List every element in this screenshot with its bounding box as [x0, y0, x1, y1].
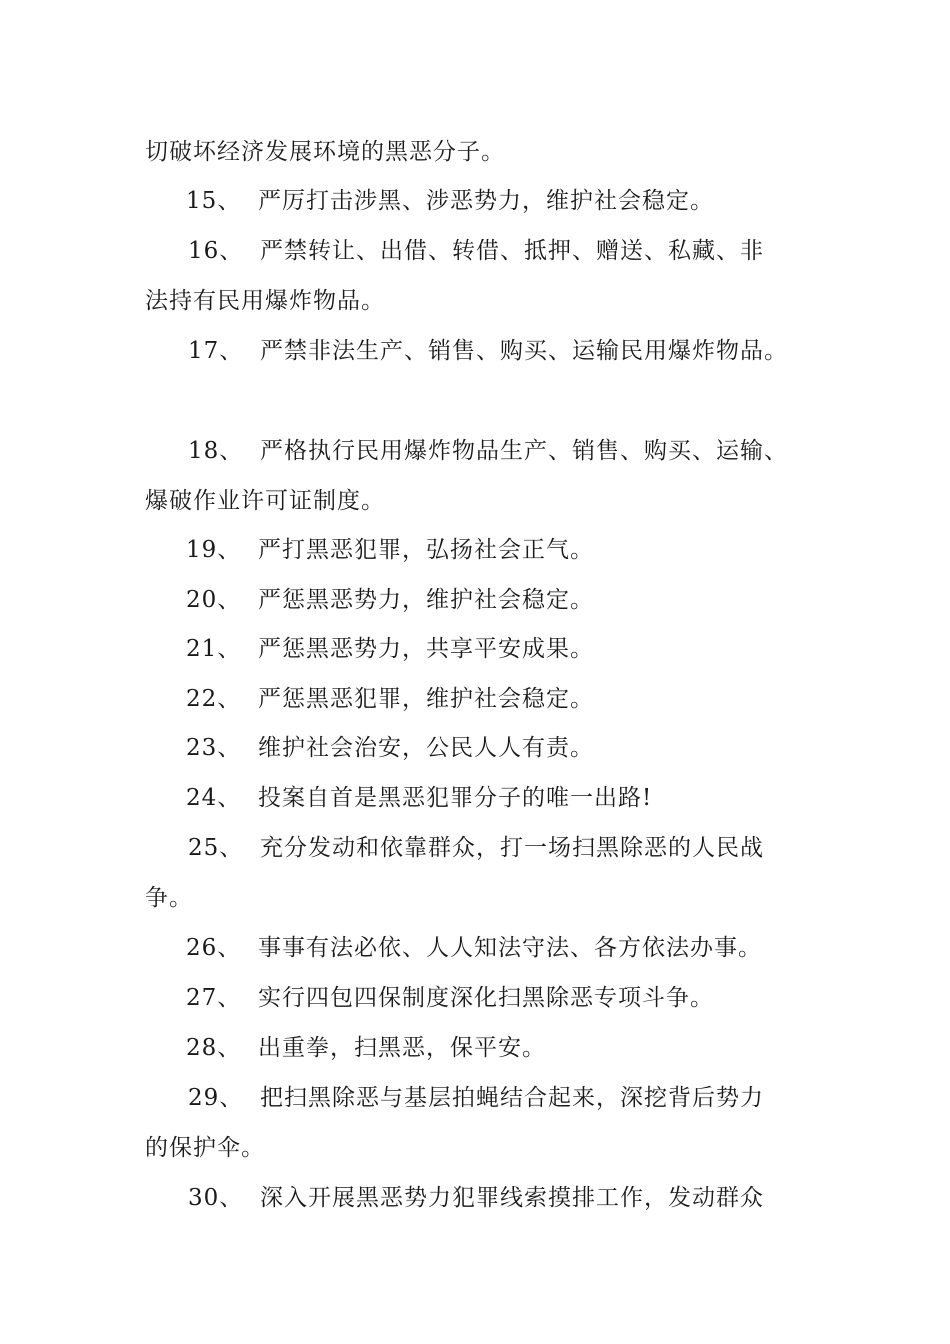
item-text: 事事有法必依、人人知法守法、各方依法办事。: [258, 935, 762, 961]
item-text: 出重拳，扫黑恶，保平安。: [258, 1035, 546, 1061]
list-item-15: [186, 186, 714, 216]
item-text: 严惩黑恶犯罪，维护社会稳定。: [258, 686, 594, 712]
item-text: 维护社会治安，公民人人有责。: [258, 735, 594, 761]
item-number: 27、: [186, 985, 242, 1011]
list-item-27: [186, 983, 714, 1013]
item-text: 严打黑恶犯罪，弘扬社会正气。: [258, 537, 594, 563]
list-item-29: [188, 1083, 764, 1113]
list-item-25-continuation: 争。: [145, 885, 193, 911]
list-item-24: [186, 783, 652, 813]
item-number: 30、: [188, 1185, 244, 1211]
item-text: 充分发动和依靠群众，打一场扫黑除恶的人民战: [260, 835, 764, 861]
list-item-28: [186, 1033, 546, 1063]
item-number: 26、: [186, 935, 242, 961]
list-item-29-continuation: 的保护伞。: [145, 1135, 265, 1161]
item-number: 24、: [186, 785, 242, 811]
item-number: 16、: [188, 238, 244, 264]
list-item-25: [188, 833, 764, 863]
item-text: 把扫黑除恶与基层拍蝇结合起来，深挖背后势力: [260, 1085, 764, 1111]
item-text: 严格执行民用爆炸物品生产、销售、购买、运输、: [260, 438, 788, 464]
item-number: 25、: [188, 835, 244, 861]
item-text: 严惩黑恶势力，共享平安成果。: [258, 636, 594, 662]
item-number: 17、: [188, 338, 244, 364]
item-text: 严禁非法生产、销售、购买、运输民用爆炸物品。: [260, 338, 788, 364]
item-text: 严禁转让、出借、转借、抵押、赠送、私藏、非: [260, 238, 764, 264]
item-text: 深入开展黑恶势力犯罪线索摸排工作，发动群众: [260, 1185, 764, 1211]
list-item-16: [188, 236, 764, 266]
item-number: 22、: [186, 686, 242, 712]
item-number: 19、: [186, 537, 242, 563]
item-number: 29、: [188, 1085, 244, 1111]
intro-continuation: 切破坏经济发展环境的黑恶分子。: [145, 139, 505, 165]
list-item-21: [186, 634, 594, 664]
list-item-18-continuation: 爆破作业许可证制度。: [145, 488, 385, 514]
item-text: 投案自首是黑恶犯罪分子的唯一出路!: [258, 785, 653, 811]
item-number: 23、: [186, 735, 242, 761]
item-text: 严惩黑恶势力，维护社会稳定。: [258, 587, 594, 613]
list-item-20: [186, 585, 594, 615]
list-item-26: [186, 933, 762, 963]
list-item-18: [188, 436, 788, 466]
list-item-16-continuation: 法持有民用爆炸物品。: [145, 288, 385, 314]
item-number: 20、: [186, 587, 242, 613]
list-item-30: [188, 1183, 764, 1213]
list-item-22: [186, 684, 594, 714]
list-item-19: [186, 535, 594, 565]
list-item-17: [188, 336, 788, 366]
item-number: 15、: [186, 188, 242, 214]
item-number: 21、: [186, 636, 242, 662]
item-number: 28、: [186, 1035, 242, 1061]
item-text: 实行四包四保制度深化扫黑除恶专项斗争。: [258, 985, 714, 1011]
item-number: 18、: [188, 438, 244, 464]
item-text: 严厉打击涉黑、涉恶势力，维护社会稳定。: [258, 188, 714, 214]
list-item-23: [186, 733, 594, 763]
